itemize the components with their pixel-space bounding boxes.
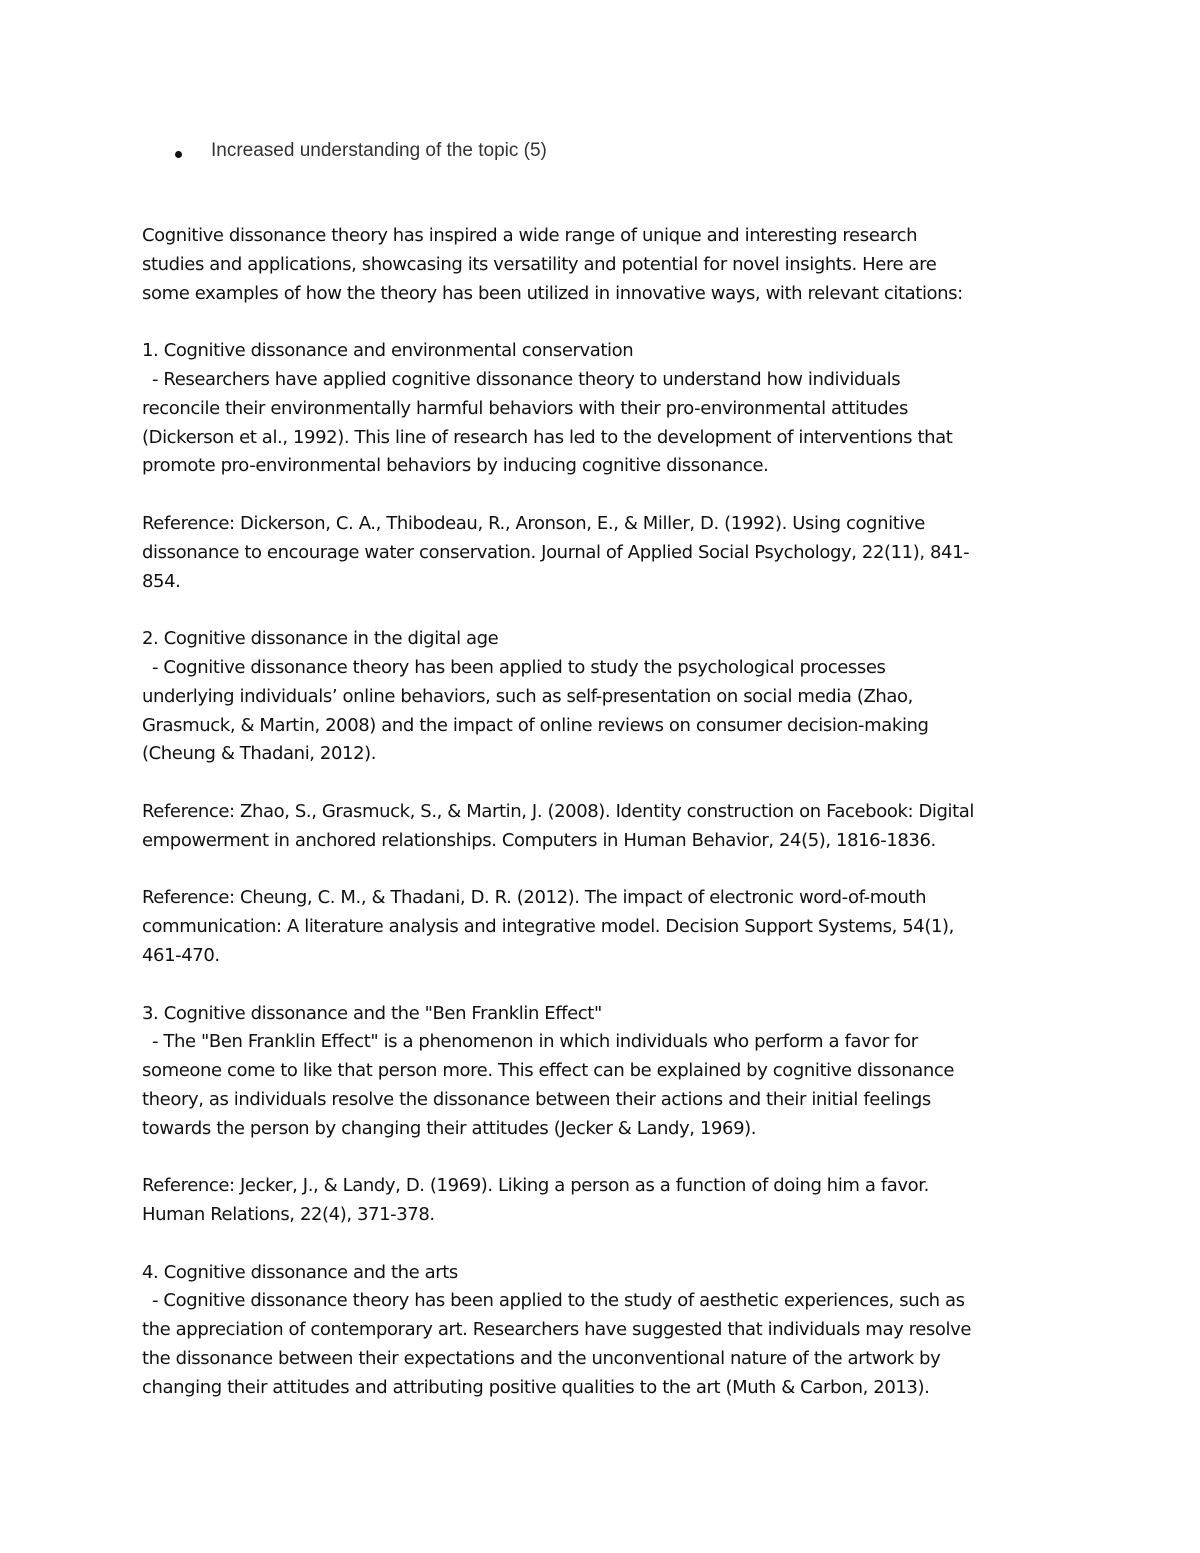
text-line: 461-470. xyxy=(142,944,220,966)
text-line: towards the person by changing their attitudes (Jecker & Landy, 1969). xyxy=(142,1117,757,1139)
text-line: Grasmuck, & Martin, 2008) and the impact of online reviews on consumer decision-making xyxy=(142,714,929,736)
intro-paragraph xyxy=(142,222,1062,308)
text-line: some examples of how the theory has been utilized in innovative ways, with relevant citations: xyxy=(142,282,963,304)
text-line: 854. xyxy=(142,570,181,592)
text-line: the appreciation of contemporary art. Researchers have suggested that individuals may resolve xyxy=(142,1319,972,1341)
text-line: (Cheung & Thadani, 2012). xyxy=(142,743,377,765)
text-line: Reference: Dickerson, C. A., Thibodeau, R., Aronson, E., & Miller, D. (1992). Using cognitive xyxy=(142,512,925,534)
text-line: communication: A literature analysis and integrative model. Decision Support Systems, 54(1), xyxy=(142,916,954,938)
text-line: - Cognitive dissonance theory has been applied to the study of aesthetic experiences, such as xyxy=(152,1290,965,1312)
section-heading: 3. Cognitive dissonance and the "Ben Franklin Effect" xyxy=(142,1002,602,1024)
document-body xyxy=(142,222,1062,1431)
text-line: the dissonance between their expectations and the unconventional nature of the artwork by xyxy=(142,1348,941,1370)
bullet-dot-icon xyxy=(175,151,182,158)
section-3 xyxy=(142,1000,1062,1144)
section-1 xyxy=(142,337,1062,481)
section-heading: 4. Cognitive dissonance and the arts xyxy=(142,1261,458,1283)
text-line: (Dickerson et al., 1992). This line of research has led to the development of interventions that xyxy=(142,426,953,448)
bullet-text: Increased understanding of the topic (5) xyxy=(211,140,547,161)
text-line: someone come to like that person more. This effect can be explained by cognitive dissonance xyxy=(142,1060,955,1082)
text-line: Reference: Cheung, C. M., & Thadani, D. R. (2012). The impact of electronic word-of-mouth xyxy=(142,887,927,909)
section-2 xyxy=(142,625,1062,769)
text-line: theory, as individuals resolve the dissonance between their actions and their initial feelings xyxy=(142,1088,931,1110)
text-line: promote pro-environmental behaviors by inducing cognitive dissonance. xyxy=(142,455,769,477)
section-heading: 1. Cognitive dissonance and environmental conservation xyxy=(142,340,634,362)
text-line: empowerment in anchored relationships. Computers in Human Behavior, 24(5), 1816-1836. xyxy=(142,829,936,851)
text-line: changing their attitudes and attributing positive qualities to the art (Muth & Carbon, 2013). xyxy=(142,1376,930,1398)
reference xyxy=(142,510,1062,596)
text-line: Reference: Zhao, S., Grasmuck, S., & Martin, J. (2008). Identity construction on Facebook: Digital xyxy=(142,800,975,822)
text-line: studies and applications, showcasing its versatility and potential for novel insights. Here are xyxy=(142,253,937,275)
text-line: Cognitive dissonance theory has inspired a wide range of unique and interesting research xyxy=(142,225,918,246)
text-line: dissonance to encourage water conservation. Journal of Applied Social Psychology, 22(11), 841- xyxy=(142,541,970,563)
text-line: underlying individuals’ online behaviors, such as self-presentation on social media (Zhao, xyxy=(142,685,913,707)
text-line: Human Relations, 22(4), 371-378. xyxy=(142,1204,435,1226)
text-line: - Cognitive dissonance theory has been applied to study the psychological processes xyxy=(152,656,886,678)
text-line: - The "Ben Franklin Effect" is a phenomenon in which individuals who perform a favor for xyxy=(152,1031,918,1053)
reference xyxy=(142,1172,1062,1230)
section-4 xyxy=(142,1259,1062,1403)
text-line: reconcile their environmentally harmful behaviors with their pro-environmental attitudes xyxy=(142,397,908,419)
text-line: Reference: Jecker, J., & Landy, D. (1969). Liking a person as a function of doing him a favor. xyxy=(142,1175,929,1197)
reference xyxy=(142,884,1062,970)
section-heading: 2. Cognitive dissonance in the digital age xyxy=(142,628,499,650)
reference xyxy=(142,798,1062,856)
text-line: - Researchers have applied cognitive dissonance theory to understand how individuals xyxy=(152,368,901,390)
